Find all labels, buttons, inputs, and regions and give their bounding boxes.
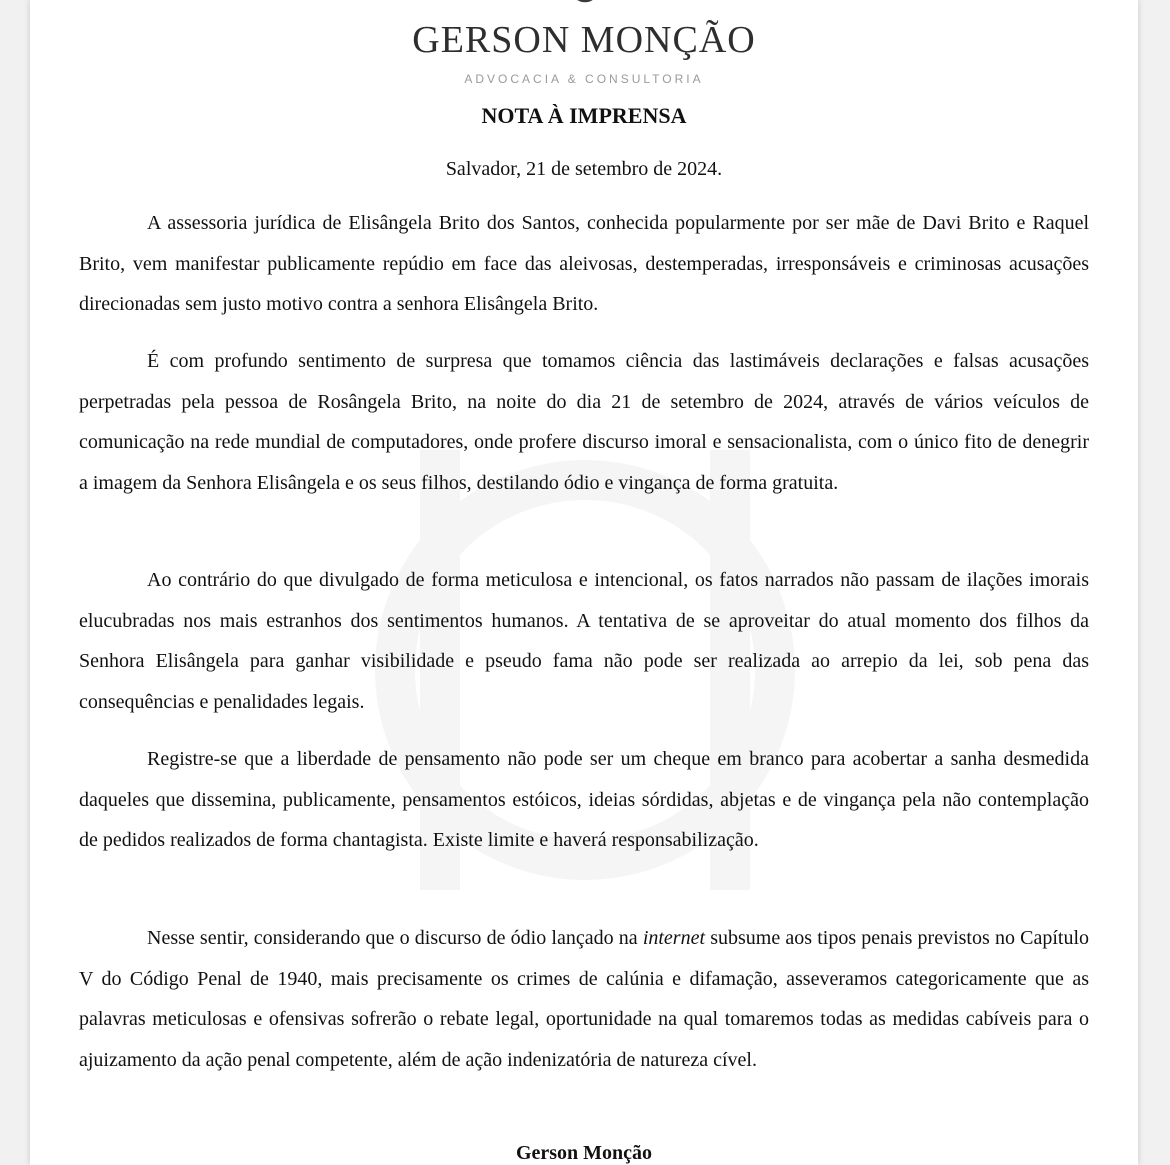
document-title: NOTA À IMPRENSA: [481, 103, 687, 128]
logo-mark-icon: [550, 0, 620, 6]
paragraph-4: Registre-se que a liberdade de pensamento não pode ser um cheque em branco para acobertar a sanha desmedida daqueles que dissemina, publicamente, pensamentos estóicos, ideias sórdidas, abjetas e de vingança pela não contemplação de pedidos realizados de forma chantagista. Existe limite e haverá responsabilização.: [79, 748, 1089, 851]
paragraph-1: A assessoria jurídica de Elisângela Brito dos Santos, conhecida popularmente por ser mãe de Davi Brito e Raquel Brito, vem manifestar publicamente repúdio em face das aleivosas, destemperadas, irresponsáveis e criminosas acusações direcionadas sem justo motivo contra a senhora Elisângela Brito.: [79, 212, 1089, 315]
document-page: [30, 0, 1138, 1165]
paragraph-5-italic-term: internet: [642, 927, 706, 949]
signature-name: Gerson Monção: [515, 1142, 653, 1164]
paragraph-2: É com profundo sentimento de surpresa que tomamos ciência das lastimáveis declarações e falsas acusações perpetradas pela pessoa de Rosângela Brito, na noite do dia 21 de setembro de 2024, através de vários veículos de comunicação na rede mundial de computadores, onde profere discurso imoral e sensacionalista, com o único fito de denegrir a imagem da Senhora Elisângela e os seus filhos, destilando ódio e vingança de forma gratuita.: [79, 350, 1089, 494]
brand-tagline: ADVOCACIA & CONSULTORIA: [464, 72, 704, 86]
brand-name: GERSON MONÇÃO: [412, 19, 756, 61]
paragraph-3: Ao contrário do que divulgado de forma meticulosa e intencional, os fatos narrados não passam de ilações imorais elucubradas nos mais estranhos dos sentimentos humanos. A tentativa de se aproveitar do atual momento dos filhos da Senhora Elisângela para ganhar visibilidade e pseudo fama não pode ser realizada ao arrepio da lei, sob pena das consequências e penalidades legais.: [79, 569, 1089, 713]
paragraph-5: [79, 918, 1089, 1080]
document-date: Salvador, 21 de setembro de 2024.: [445, 158, 723, 180]
paragraph-5-text-after: subsume aos tipos penais previstos no Capítulo V do Código Penal de 1940, mais precisamente os crimes de calúnia e difamação, asseveramos categoricamente que as palavras meticulosas e ofensivas sofrerão o rebate legal, oportunidade na qual tomaremos todas as medidas cabíveis para o ajuizamento da ação penal competente, além de ação indenizatória de natureza cível.: [79, 927, 1090, 1071]
paragraph-5-text-before: Nesse sentir, considerando que o discurso de ódio lançado na: [147, 927, 643, 949]
